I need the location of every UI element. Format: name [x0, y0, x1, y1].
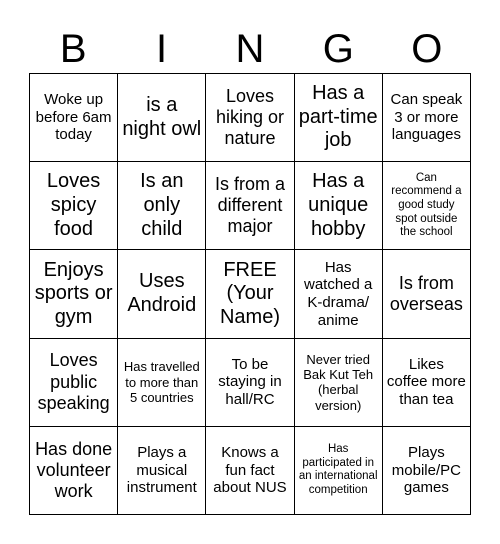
bingo-cell-r1-c3[interactable]: Loves hiking or nature	[206, 74, 294, 162]
bingo-cell-r3-c5[interactable]: Is from overseas	[383, 250, 471, 338]
bingo-cell-r4-c2[interactable]: Has travelled to more than 5 countries	[118, 339, 206, 427]
bingo-cell-r1-c5[interactable]: Can speak 3 or more languages	[383, 74, 471, 162]
bingo-cell-free[interactable]: FREE (Your Name)	[206, 250, 294, 338]
bingo-cell-r5-c5[interactable]: Plays mobile/PC games	[383, 427, 471, 515]
bingo-cell-r5-c1[interactable]: Has done volunteer work	[30, 427, 118, 515]
header-letter-n: N	[235, 27, 265, 71]
bingo-cell-r3-c4[interactable]: Has watched a K-drama/ anime	[295, 250, 383, 338]
bingo-cell-r1-c2[interactable]: is a night owl	[118, 74, 206, 162]
bingo-cell-r2-c2[interactable]: Is an only child	[118, 162, 206, 250]
bingo-cell-r4-c3[interactable]: To be staying in hall/RC	[206, 339, 294, 427]
header-letter-o: O	[411, 27, 443, 71]
bingo-cell-r3-c2[interactable]: Uses Android	[118, 250, 206, 338]
bingo-cell-r5-c3[interactable]: Knows a fun fact about NUS	[206, 427, 294, 515]
bingo-cell-r3-c1[interactable]: Enjoys sports or gym	[30, 250, 118, 338]
bingo-cell-r5-c2[interactable]: Plays a musical instrument	[118, 427, 206, 515]
bingo-cell-r5-c4[interactable]: Has participated in an international competition	[295, 427, 383, 515]
bingo-cell-r4-c5[interactable]: Likes coffee more than tea	[383, 339, 471, 427]
header-letter-b: B	[59, 27, 87, 71]
bingo-cell-r2-c5[interactable]: Can recommend a good study spot outside the school	[383, 162, 471, 250]
bingo-grid	[29, 73, 471, 515]
header-letter-i: I	[156, 27, 168, 71]
bingo-header	[29, 25, 471, 73]
header-letter-g: G	[322, 27, 354, 71]
bingo-cell-r4-c1[interactable]: Loves public speaking	[30, 339, 118, 427]
bingo-cell-r1-c1[interactable]: Woke up before 6am today	[30, 74, 118, 162]
bingo-cell-r2-c4[interactable]: Has a unique hobby	[295, 162, 383, 250]
bingo-cell-r2-c1[interactable]: Loves spicy food	[30, 162, 118, 250]
bingo-cell-r1-c4[interactable]: Has a part-time job	[295, 74, 383, 162]
bingo-cell-r4-c4[interactable]: Never tried Bak Kut Teh (herbal version)	[295, 339, 383, 427]
bingo-cell-r2-c3[interactable]: Is from a different major	[206, 162, 294, 250]
